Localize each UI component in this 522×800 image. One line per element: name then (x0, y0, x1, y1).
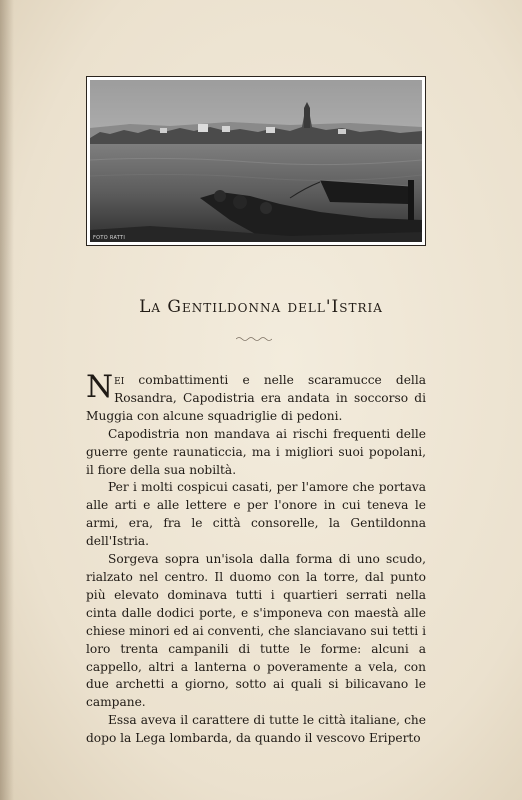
page-edge-shadow (0, 0, 14, 800)
paragraph (86, 369, 426, 426)
paragraph: Sorgeva sopra un'isola dalla forma di uno scudo, rialzato nel centro. Il duomo con la torre, dal punto più elevato dominava tutti i quartieri serrati nella cinta dalle dodici porte, e s'imponeva con maestà alle chiese minori ed ai conventi, che slanciavano sui tetti i loro trenta campanili di tutte le forme: alcuni a cappello, altri a lanterna o poveramente a vela, con due archetti a giorno, sotto ai quali si bilicavano le campane. (86, 552, 426, 710)
photo-credit: FOTO RATTI (93, 235, 126, 241)
drop-cap: N (86, 369, 114, 405)
paragraph: Essa aveva il carattere di tutte le città italiane, che dopo la Lega lombarda, da quando il vescovo Eriperto (86, 713, 426, 746)
paragraph-text: combattimenti e nelle scaramucce della Rosandra, Capodistria era andata in soccorso di Muggia con alcune squadriglie di pedoni. (86, 373, 426, 423)
paragraph: Capodistria non mandava ai rischi frequenti delle guerre gente raunaticcia, ma i migliori suoi popolani, il fiore della sua nobiltà. (86, 426, 426, 477)
paragraph: Per i molti cospicui casati, per l'amore che portava alle arti e alle lettere e per l'onore in cui teneva le armi, era, fra le città consorelle, la Gentildonna dell'Istria. (86, 480, 426, 549)
chapter-title: La Gentildonna dell'Istria (139, 297, 383, 317)
first-word-tail: ei (114, 373, 125, 387)
title-ornament (236, 336, 272, 342)
body-text (86, 369, 426, 748)
harbor-photo-image (90, 80, 422, 242)
harbor-photograph (86, 76, 426, 246)
